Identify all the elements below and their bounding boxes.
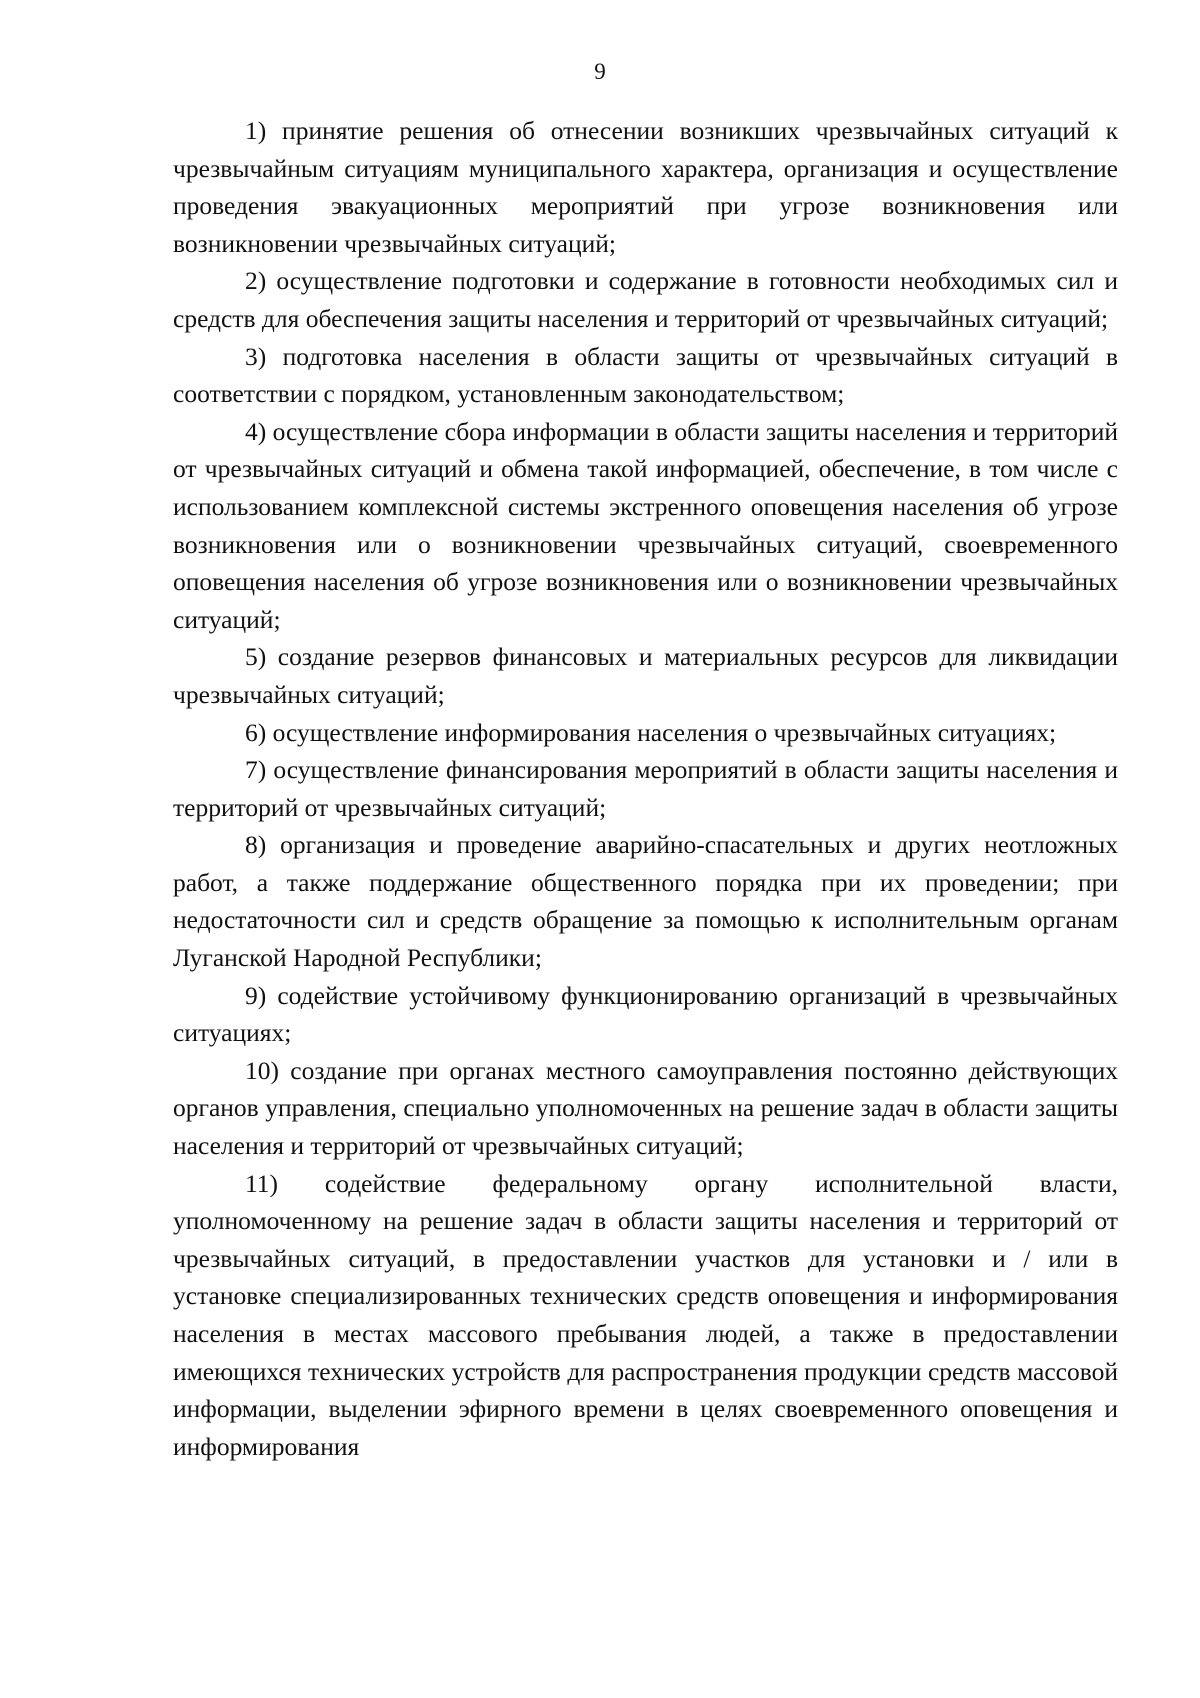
paragraph-item-10: 10) создание при органах местного самоуправления постоянно действующих органов управления, специально уполномоченных на решение задач в области защиты населения и территорий от чрезвычайных ситуаций; (173, 1055, 1118, 1161)
paragraph-item-5: 5) создание резервов финансовых и материальных ресурсов для ликвидации чрезвычайных ситуаций; (173, 642, 1118, 709)
paragraph-item-2: 2) осуществление подготовки и содержание в готовности необходимых сил и средств для обеспечения защиты населения и территорий от чрезвычайных ситуаций; (173, 266, 1118, 333)
paragraph-item-9: 9) содействие устойчивому функционированию организаций в чрезвычайных ситуациях; (173, 980, 1118, 1048)
page-number: 9 (594, 59, 606, 84)
paragraph-item-4: 4) осуществление сбора информации в области защиты населения и территорий от чрезвычайных ситуаций и обмена такой информацией, обеспечение, в том числе с использованием комплексной системы экстренного оповещения населения об угрозе возникновения или о возникновении чрезвычайных ситуаций, своевременного оповещения населения об угрозе возникновения или о возникновении чрезвычайных ситуаций; (173, 416, 1118, 634)
paragraph-item-6: 6) осуществление информирования населения о чрезвычайных ситуациях; (245, 717, 1057, 747)
paragraph-item-1: 1) принятие решения об отнесении возникших чрезвычайных ситуаций к чрезвычайным ситуациям муниципального характера, организация и осуществление проведения эвакуационных мероприятий при угрозе возникновения или возникновении чрезвычайных ситуаций; (173, 116, 1118, 258)
paragraph-item-8: 8) организация и проведение аварийно-спасательных и других неотложных работ, а также поддержание общественного порядка при их проведении; при недостаточности сил и средств обращение за помощью к исполнительным органам Луганской Народной Республики; (173, 830, 1118, 973)
document-body (173, 112, 1118, 1465)
paragraph-item-7: 7) осуществление финансирования мероприятий в области защиты населения и территорий от чрезвычайных ситуаций; (173, 755, 1118, 822)
paragraph-item-3: 3) подготовка населения в области защиты от чрезвычайных ситуаций в соответствии с порядком, установленным законодательством; (173, 341, 1118, 409)
paragraph-item-11: 11) содействие федеральному органу исполнительной власти, уполномоченному на решение задач в области защиты населения и территорий от чрезвычайных ситуаций, в предоставлении участков для установки и / или в установке специализированных технических средств оповещения и информирования населения в местах массового пребывания людей, а также в предоставлении имеющихся технических устройств для распространения продукции средств массовой информации, выделении эфирного времени в целях своевременного оповещения и информирования (173, 1168, 1118, 1461)
